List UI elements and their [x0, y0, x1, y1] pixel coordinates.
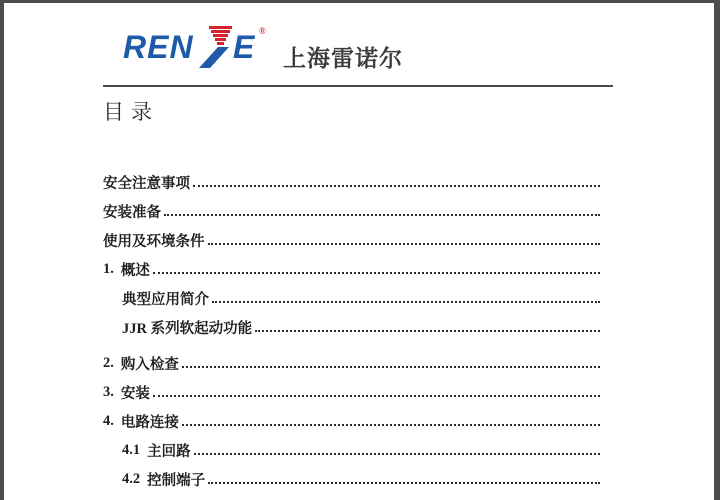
toc-row: [103, 407, 600, 436]
toc-item-number: 2.: [103, 355, 114, 371]
toc-item-text: 安全注意事项: [103, 176, 190, 192]
company-name: 上海雷诺尔: [283, 45, 403, 71]
toc-item-text: 购入检查: [120, 357, 179, 373]
toc-row: [103, 197, 600, 226]
toc-dotted-leader: [153, 272, 600, 274]
toc-item-text: 安装准备: [103, 205, 161, 221]
toc-row: [103, 255, 600, 284]
toc-item-text: 使用及环境条件: [103, 234, 205, 250]
toc-item-text: 主回路: [147, 444, 191, 460]
logo-text-e: E: [233, 29, 256, 65]
viewer-border-right: [714, 0, 720, 500]
renle-logo-icon: [123, 18, 273, 70]
page-title: 目录: [103, 100, 159, 124]
toc-dotted-leader: [182, 366, 600, 368]
toc-dotted-leader: [208, 482, 600, 484]
toc-dotted-leader: [208, 243, 601, 245]
toc-row: [103, 168, 600, 197]
toc-item-number: 3.: [103, 384, 114, 400]
toc-dotted-leader: [193, 185, 600, 187]
toc-item-text: 典型应用简介: [122, 292, 209, 308]
toc-row: [103, 284, 600, 313]
header-rule: [103, 85, 613, 87]
logo-registered-mark: ®: [259, 26, 266, 36]
logo-l-stripes-icon: [209, 26, 232, 45]
toc-dotted-leader: [212, 301, 600, 303]
toc-row: [103, 465, 600, 494]
logo-text-ren: REN: [123, 29, 194, 65]
toc-item-text: JJR 系列软起动功能: [122, 321, 253, 337]
toc-row: [103, 226, 600, 255]
toc-item-number: 1.: [103, 261, 114, 277]
toc-row: [103, 378, 600, 407]
toc-item-text: 概述: [120, 263, 150, 279]
toc-item-number: 4.: [103, 413, 114, 429]
toc-item-text: 安装: [120, 386, 150, 402]
viewer-border-top: [0, 0, 720, 3]
toc-dotted-leader: [255, 330, 600, 332]
toc-list: [103, 168, 600, 494]
viewer-border-left: [0, 0, 4, 500]
toc-dotted-leader: [164, 214, 600, 216]
toc-item-text: 控制端子: [147, 473, 206, 489]
renle-logo: [123, 18, 403, 70]
toc-row: [103, 313, 600, 342]
toc-dotted-leader: [182, 424, 600, 426]
toc-dotted-leader: [153, 395, 600, 397]
toc-item-number: 4.1: [122, 442, 141, 458]
toc-dotted-leader: [194, 453, 600, 455]
toc-row: [103, 436, 600, 465]
toc-row: [103, 349, 600, 378]
logo-l-diagonal-icon: [199, 47, 229, 68]
toc-item-text: 电路连接: [120, 415, 179, 431]
toc-item-number: 4.2: [122, 471, 141, 487]
